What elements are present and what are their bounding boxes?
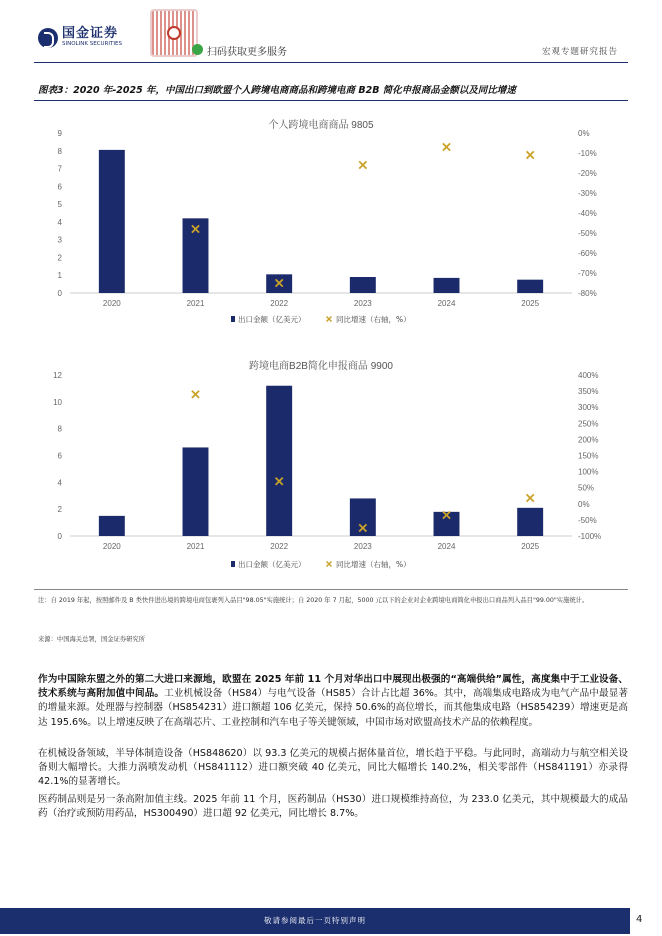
report-type-label: 宏观专题研究报告 xyxy=(541,47,618,57)
x-tick-label: 2021 xyxy=(186,542,205,551)
logo-mark-icon xyxy=(38,28,58,48)
y-tick-label: 2 xyxy=(57,253,62,263)
legend-bar-label: 出口金额（亿美元） xyxy=(238,560,306,569)
y2-tick-label: -20% xyxy=(578,169,597,178)
y-tick-label: 10 xyxy=(53,397,62,407)
y2-tick-label: 50% xyxy=(578,483,595,493)
figure-source: 来源：中国海关总署，国金证券研究所 xyxy=(38,636,146,643)
y2-tick-label: 100% xyxy=(578,467,599,477)
y2-tick-label: -100% xyxy=(578,532,602,541)
bar-export-amount xyxy=(183,447,209,536)
y-tick-label: 12 xyxy=(53,371,62,380)
y2-tick-label: -60% xyxy=(578,249,597,258)
x-tick-label: 2021 xyxy=(186,299,205,308)
y-tick-label: 5 xyxy=(57,200,62,210)
y2-tick-label: 250% xyxy=(578,419,599,429)
chart-personal-ecommerce xyxy=(34,112,628,332)
y-tick-label: 3 xyxy=(57,235,62,245)
chart-legend xyxy=(231,559,411,570)
y2-tick-label: -50% xyxy=(578,515,597,525)
legend-marker-swatch xyxy=(327,562,332,567)
marker-yoy-growth xyxy=(443,143,450,150)
y-tick-label: 6 xyxy=(57,182,62,192)
note-divider xyxy=(34,589,628,590)
y-tick-label: 4 xyxy=(57,217,62,227)
legend-marker-label: 同比增速（右轴，%） xyxy=(336,560,411,569)
x-tick-label: 2020 xyxy=(102,299,121,308)
legend-marker-label: 同比增速（右轴，%） xyxy=(336,315,411,324)
legend-bar-swatch xyxy=(231,561,235,567)
y2-tick-label: 400% xyxy=(578,371,599,380)
x-tick-label: 2020 xyxy=(102,542,121,551)
wechat-badge-icon xyxy=(192,44,203,55)
scan-prompt: 扫码获取更多服务 xyxy=(207,47,287,58)
y-tick-label: 2 xyxy=(57,505,62,515)
legend-bar-label: 出口金额（亿美元） xyxy=(238,315,306,324)
qr-center-logo-icon xyxy=(167,26,181,40)
figure-note: 注：自 2019 年起，按照邮件及 B 类快件进出境的跨境电商包裹列入品目"98.05"实施统计；自 2020 年 7 月起，5000 元以下的企业对企业跨境电商简化申报出口商品列入品目"99.00"实施统计。 xyxy=(38,597,589,604)
y-tick-label: 9 xyxy=(57,129,62,138)
y-tick-label: 0 xyxy=(57,532,62,541)
y2-tick-label: 300% xyxy=(578,403,599,413)
bar-export-amount xyxy=(434,278,460,293)
marker-yoy-growth xyxy=(192,391,199,398)
footer-disclaimer[interactable]: 敬请参阅最后一页特别声明 xyxy=(264,916,366,925)
y2-tick-label: -50% xyxy=(578,229,597,238)
bar-export-amount xyxy=(517,508,543,536)
bar-export-amount xyxy=(517,280,543,293)
paragraph-1 xyxy=(38,673,628,730)
chart-title: 个人跨境电商商品 9805 xyxy=(268,120,374,131)
chart-legend xyxy=(231,314,411,325)
chart-b2b-simplified xyxy=(34,355,628,577)
x-tick-label: 2025 xyxy=(521,299,540,308)
y2-tick-label: -10% xyxy=(578,149,597,158)
bar-export-amount xyxy=(266,386,292,536)
legend-marker-swatch xyxy=(327,317,332,322)
marker-yoy-growth xyxy=(527,151,534,158)
y2-tick-label: -40% xyxy=(578,209,597,218)
y2-tick-label: 200% xyxy=(578,435,599,445)
legend-bar-swatch xyxy=(231,316,235,322)
company-logo xyxy=(38,27,122,48)
chart-title: 跨境电商B2B简化申报商品 9900 xyxy=(249,361,393,372)
x-tick-label: 2022 xyxy=(270,542,289,551)
y-tick-label: 4 xyxy=(57,478,62,488)
y-tick-label: 0 xyxy=(57,289,62,298)
x-tick-label: 2024 xyxy=(437,299,456,308)
marker-yoy-growth xyxy=(359,161,366,168)
paragraph-1-body: 工业机械设备（HS84）与电气设备（HS85）合计占比超 36%。其中，高端集成电路成为电气产品中最显著的增量来源。处理器与控制器（HS854231）进口额超 106 亿美元，保持 50.6%的高位增长，而其他集成电路（HS854239）增速更是高达 195.6%。以上增速反映了在高端芯片、工业控制和汽车电子等关键领域，中国市场对欧盟高技术产品的依赖程度。 xyxy=(38,688,628,728)
x-tick-label: 2025 xyxy=(521,542,540,551)
y2-tick-label: 150% xyxy=(578,451,599,461)
y-tick-label: 8 xyxy=(57,424,62,434)
x-tick-label: 2024 xyxy=(437,542,456,551)
logo-cn-text: 国金证券 xyxy=(62,26,119,41)
header-divider xyxy=(34,62,628,63)
y-tick-label: 8 xyxy=(57,146,62,156)
paragraph-2: 在机械设备领域，半导体制造设备（HS848620）以 93.3 亿美元的规模占据体量首位，增长趋于平稳。与此同时，高端动力与航空相关设备则大幅增长。大推力涡喷发动机（HS841112）进口额突破 40 亿美元，同比大幅增长 140.2%，相关零部件（HS841191）亦录得 42.1%的显著增长。 xyxy=(38,748,628,788)
y2-tick-label: -30% xyxy=(578,189,597,198)
y-tick-label: 1 xyxy=(57,271,62,281)
x-tick-label: 2022 xyxy=(270,299,289,308)
page-number: 4 xyxy=(636,914,643,925)
marker-yoy-growth xyxy=(527,494,534,501)
bar-export-amount xyxy=(350,498,376,536)
page-header xyxy=(0,0,662,64)
y2-tick-label: 0% xyxy=(578,499,590,509)
paragraph-1-lead: 作为中国除东盟之外的第二大进口来源地，欧盟在 2025 年前 11 个月对华出口中展现出极强的“高端供给”属性，高度集中于工业设备、技术系统与高附加值中间品。 xyxy=(38,674,628,700)
figure-title-divider xyxy=(34,100,628,101)
page-footer xyxy=(0,908,662,934)
figure-title: 图表3：2020 年-2025 年，中国出口到欧盟个人跨境电商商品和跨境电商 B2B 简化申报商品金额以及同比增速 xyxy=(38,85,516,96)
y-tick-label: 7 xyxy=(57,164,62,174)
logo-en-text: SINOLINK SECURITIES xyxy=(62,41,122,47)
bar-export-amount xyxy=(99,516,125,536)
x-tick-label: 2023 xyxy=(353,299,372,308)
paragraph-3: 医药制品则是另一条高附加值主线。2025 年前 11 个月，医药制品（HS30）进口规模维持高位，为 233.0 亿美元，其中规模最大的成品药（治疗或预防用药品，HS300490）进口超 92 亿美元，同比增长 8.7%。 xyxy=(38,794,628,820)
y2-tick-label: -70% xyxy=(578,269,597,278)
y2-tick-label: 350% xyxy=(578,387,599,397)
y-tick-label: 6 xyxy=(57,451,62,461)
y2-tick-label: -80% xyxy=(578,289,597,298)
y2-tick-label: 0% xyxy=(578,129,590,138)
x-tick-label: 2023 xyxy=(353,542,372,551)
bar-export-amount xyxy=(99,150,125,293)
bar-export-amount xyxy=(350,277,376,293)
